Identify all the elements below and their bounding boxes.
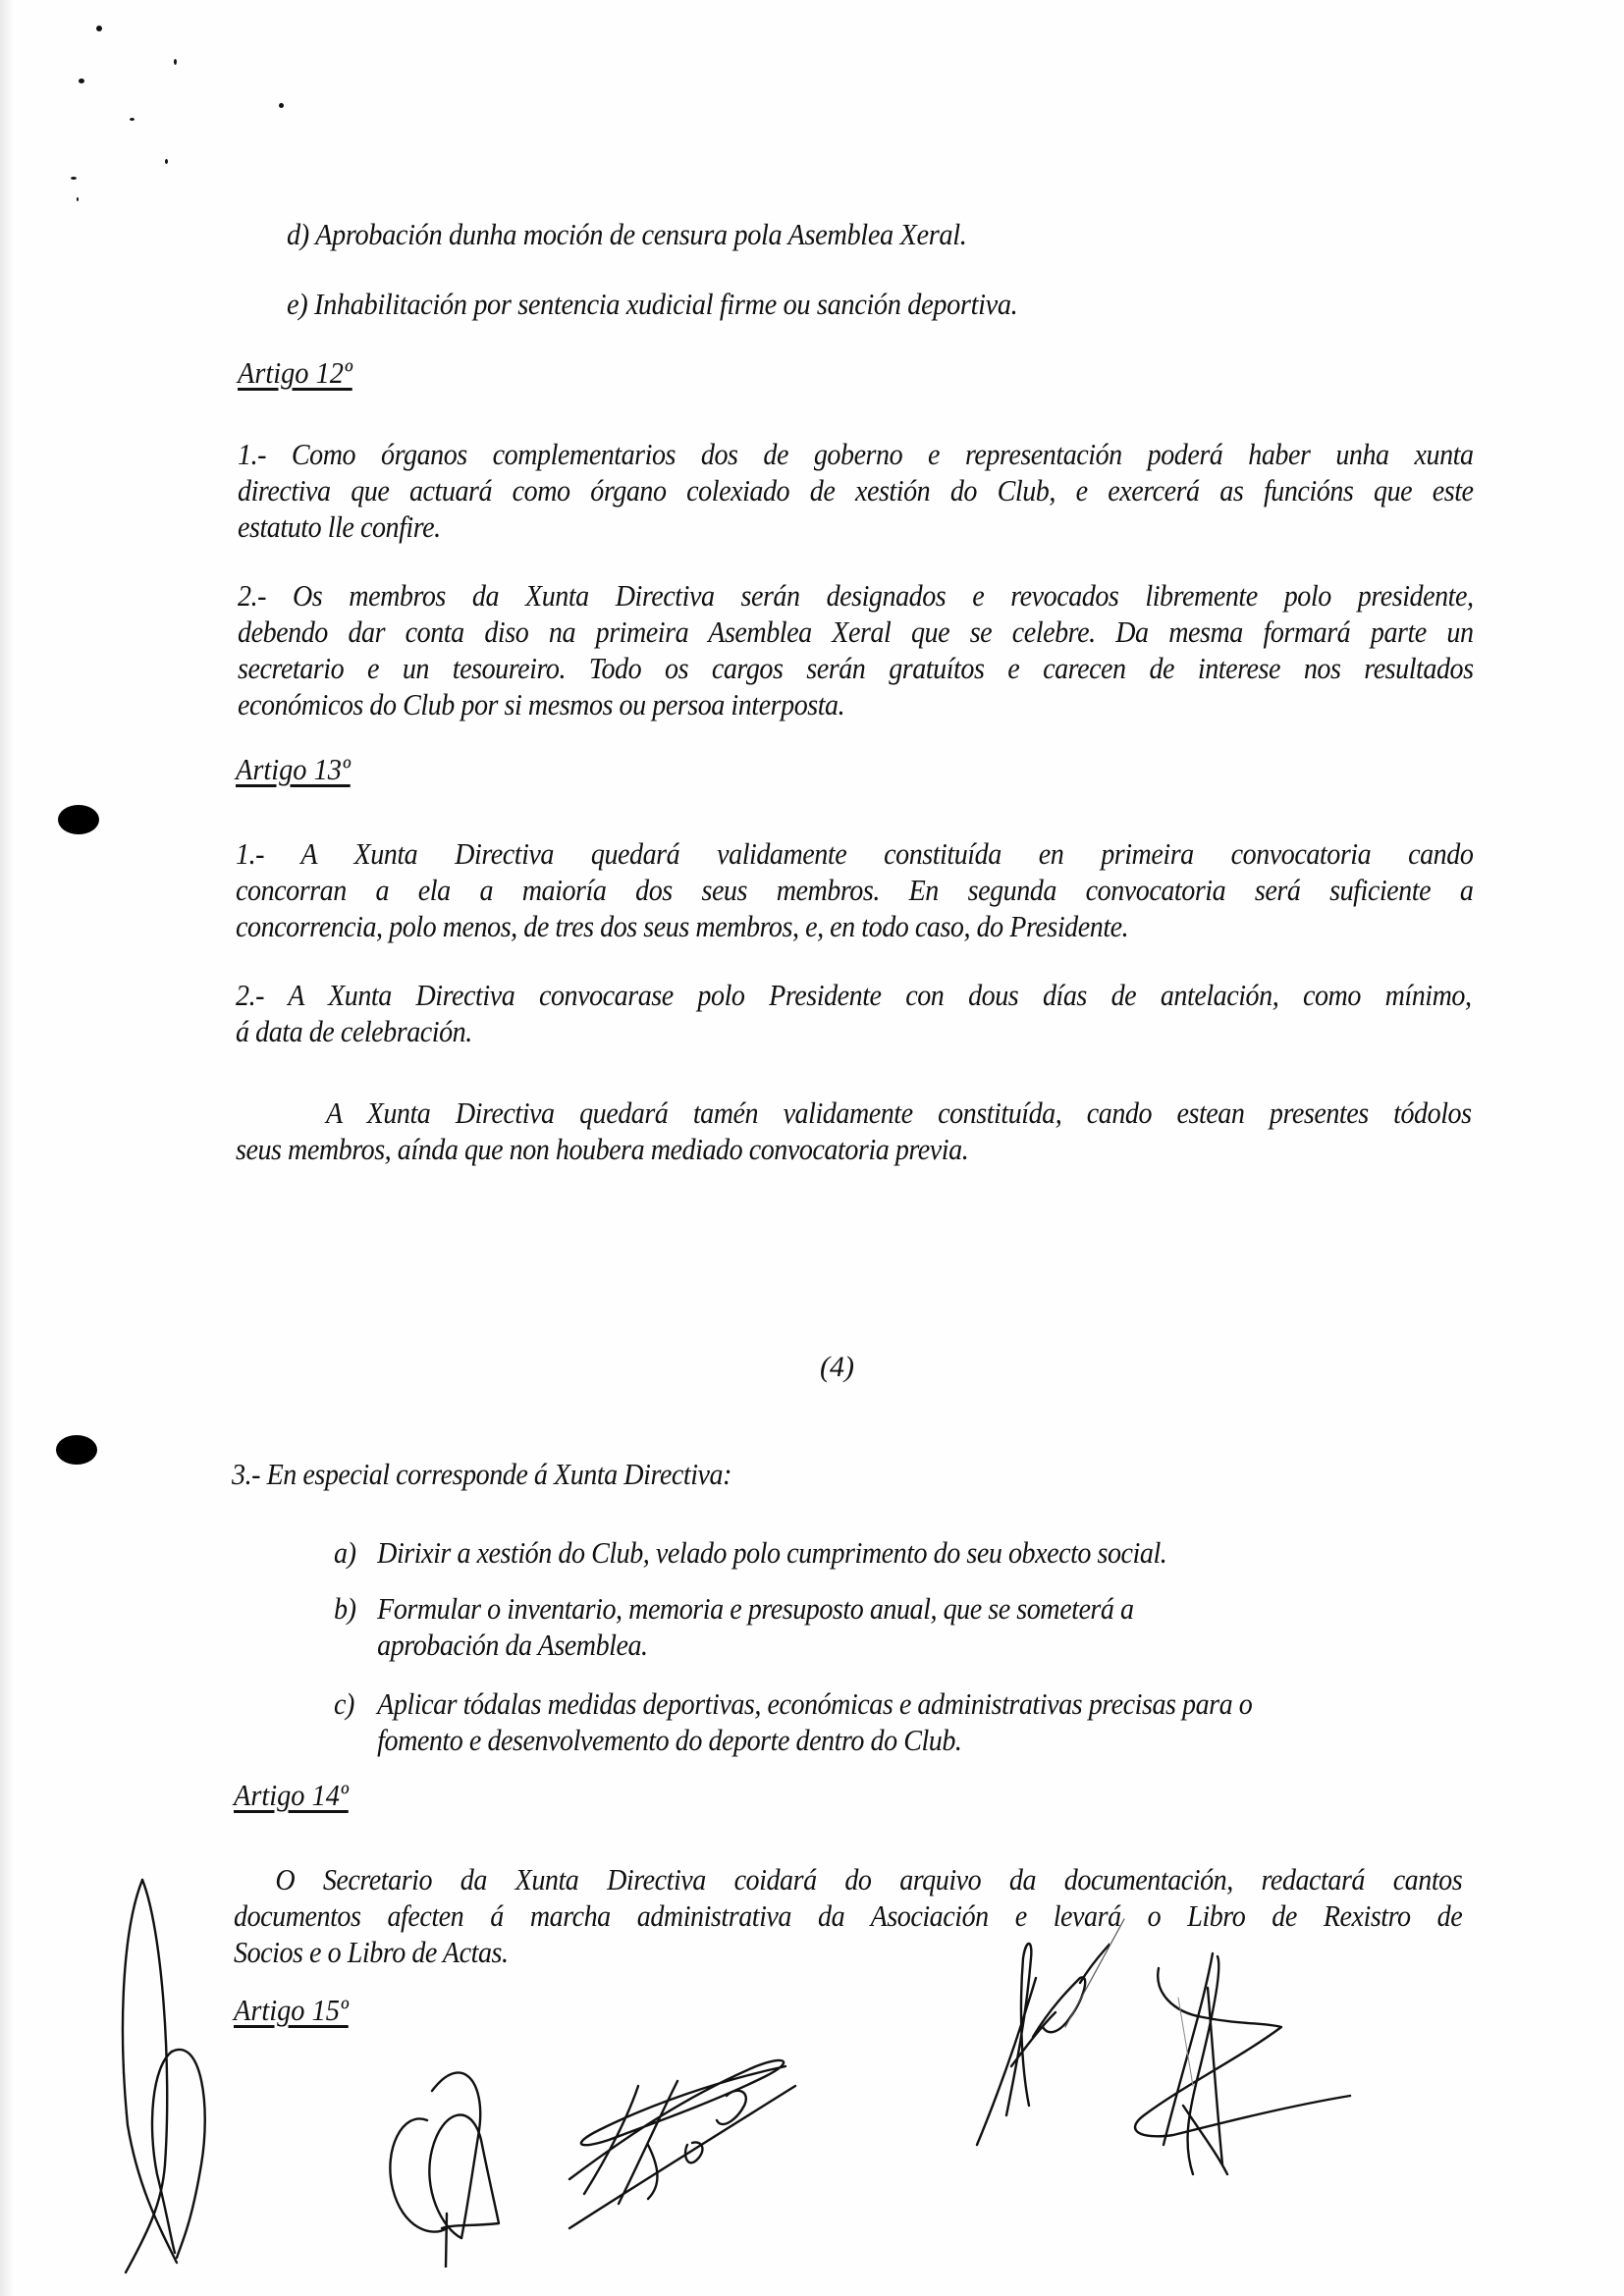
article-13-paragraph-1 [236,836,1473,945]
scan-speck [130,118,135,121]
scan-speck [79,79,84,83]
article-15-heading: Artigo 15º [234,1994,349,2027]
list-line: aprobación da Asemblea. [377,1629,648,1662]
list-item-d: d) Aprobación dunha moción de censura pola Asemblea Xeral. [287,218,967,251]
signature-left-loop [118,1870,236,2292]
list-line: Formular o inventario, memoria e presuposto anual, que se someterá a [377,1592,1134,1626]
article-14-heading: Artigo 14º [234,1779,349,1812]
page-number: (4) [820,1351,854,1383]
paragraph-line: seus membros, aínda que non houbera mediado convocatoria previa. [236,1133,969,1166]
paragraph-line: 2.- Os membros da Xunta Directiva serán designados e revocados libremente polo presidente, [238,579,1474,613]
article-12-paragraph-1 [238,437,1474,546]
paragraph-line: concorrencia, polo menos, de tres dos seus membros, e, en todo caso, do Presidente. [236,910,1129,943]
paragraph-line: O Secretario da Xunta Directiva coidará do arquivo da documentación, redactará cantos [275,1863,1463,1896]
scan-speck [77,197,79,201]
paragraph-line: debendo dar conta diso na primeira Asemblea Xeral que se celebre. Da mesma formará parte un [238,615,1474,649]
signature-second [373,2042,511,2268]
scan-speck [279,103,284,108]
article-12-heading: Artigo 12º [238,356,352,390]
scan-speck [71,177,77,180]
paragraph-line: A Xunta Directiva quedará tamén validamente constituída, cando estean presentes tódolos [326,1096,1472,1130]
list-marker: a) [334,1536,356,1570]
list-item-e: e) Inhabilitación por sentencia xudicial firme ou sanción deportiva. [287,288,1018,321]
list-line: Dirixir a xestión do Club, velado polo cumprimento do seu obxecto social. [377,1536,1167,1570]
scan-edge-shadow [0,0,14,2296]
paragraph-line: á data de celebración. [236,1015,472,1048]
list-marker: b) [334,1592,356,1626]
paragraph-line: económicos do Club por si mesmos ou persoa interposta. [238,688,845,721]
signature-third [491,2027,805,2233]
article-12-paragraph-2 [238,578,1474,723]
paragraph-line: 3.- En especial corresponde á Xunta Directiva: [232,1458,731,1491]
article-13-paragraph-3 [236,1095,1472,1168]
paragraph-line: 1.- Como órganos complementarios dos de goberno e representación poderá haber unha xunta [238,438,1474,471]
article-13-heading: Artigo 13º [236,753,351,786]
list-line: Aplicar tódalas medidas deportivas, económicas e administrativas precisas para o [377,1687,1253,1721]
scan-speck [174,59,177,65]
list-line: fomento e desenvolvemento do deporte dentro do Club. [377,1724,962,1757]
signature-stroke-line [1051,1914,1129,2032]
article-13-paragraph-4 [232,1457,731,1493]
article-13-paragraph-2 [236,978,1472,1050]
paragraph-line: directiva que actuará como órgano colexiado de xestión do Club, e exercerá as funcións que este [238,474,1474,507]
paragraph-line: 1.- A Xunta Directiva quedará validamente constituída en primeira convocatoria cando [236,837,1474,871]
paragraph-line: estatuto lle confire. [238,510,441,544]
list-marker: c) [334,1687,354,1721]
paragraph-line: 2.- A Xunta Directiva convocarase polo Presidente con dous días de antelación, como mínimo, [236,979,1472,1012]
paragraph-line: documentos afecten á marcha administrativa da Asociación e levará o Libro de Rexistro de [234,1899,1463,1933]
paragraph-line: secretario e un tesoureiro. Todo os cargos serán gratuítos e carecen de interese nos resultados [238,652,1474,685]
punch-hole-bottom [56,1435,97,1465]
punch-hole-top [58,805,99,834]
paragraph-line: Socios e o Libro de Actas. [234,1936,509,1969]
scan-speck [96,26,102,31]
paragraph-line: concorran a ela a maioría dos seus membros. En segunda convocatoria será suficiente a [236,874,1474,907]
scan-speck [165,159,168,164]
